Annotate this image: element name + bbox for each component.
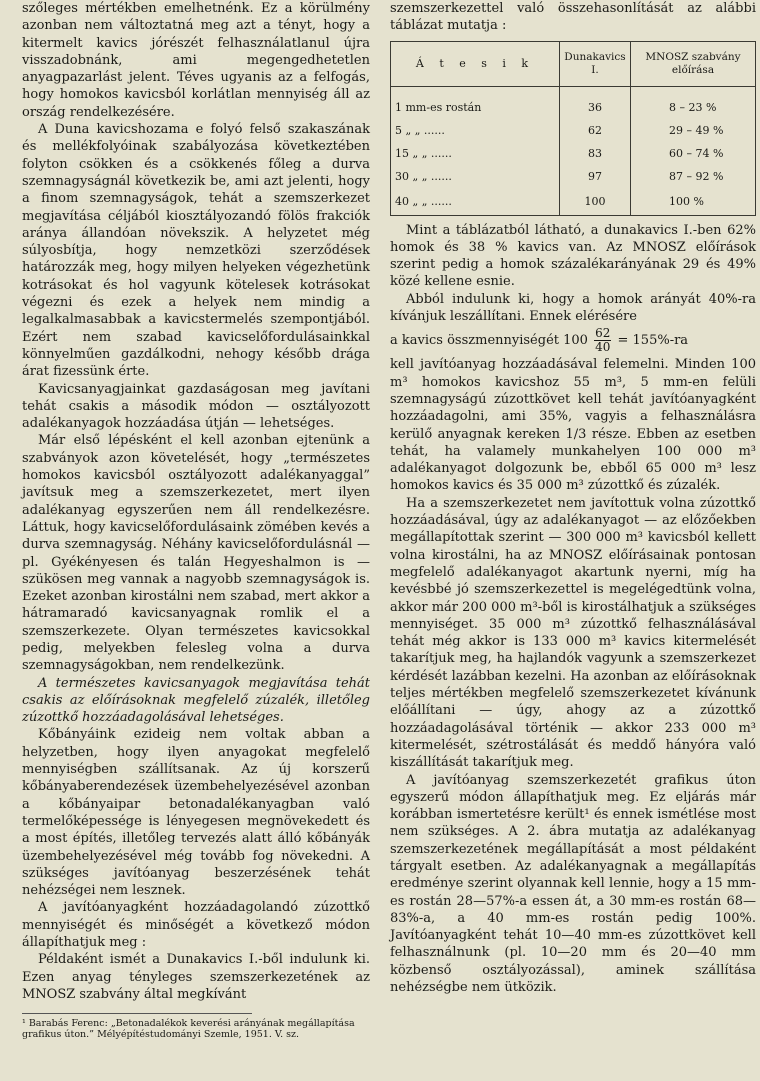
- value-cell: 62: [560, 120, 631, 143]
- italic-paragraph: A természetes kavicsanyagok megjavítása tehát csakis az előírásoknak megfelelő zúzalék, illetőleg zúzottkő hozzáadagolásával lehetséges.: [22, 675, 370, 726]
- sieve-cell: 5 „ „ ......: [391, 120, 560, 143]
- standard-cell: 29 – 49 %: [631, 120, 756, 143]
- header-atesik: Á t e s i k: [391, 41, 560, 86]
- paragraph: Abból indulunk ki, hogy a homok arányát 40%-ra kívánjuk leszállítani. Ennek elérésére: [390, 291, 756, 325]
- sieve-cell: 30 „ „ ......: [391, 166, 560, 189]
- standard-cell: 100 %: [631, 189, 756, 216]
- footnote: [22, 1013, 355, 1041]
- fraction-denominator: 40: [595, 340, 611, 355]
- value-cell: 100: [560, 189, 631, 216]
- value-cell: 97: [560, 166, 631, 189]
- paragraph: Ha a szemszerkezetet nem javítottuk volna zúzottkő hozzáadásával, úgy az adalékanyagot — az előzőekben megállapítottak szerint — 300 000 m³ kavicsból kellett volna kirostálni, ha az MNOSZ előírásainak pontosan megfelelő adalékanyagot akartunk nyerni, míg ha kevésbbé jó szemszerkezettel is megelégedtünk volna, akkor már 200 000 m³-ből is kirostálhatjuk a szükséges mennyiséget. 35 000 m³ zúzottkő felhasználásával tehát még akkor is 133 000 m³ kavics kitermelését takarítjuk meg, ha hajlandók vagyunk a szemszerkezet kérdését lazábban kezelni. Ha azonban az előírásoknak teljes mértékben megfelelő szemszerkezetet kívánunk előállítani — úgy, ahogy az a zúzottkő hozzáadagolásával történik — akkor 233 000 m³ kitermelését, szétrostálását és meddő hányóra való kiszállítását takarítjuk meg.: [390, 495, 756, 771]
- paragraph: Kőbányáink ezideig nem voltak abban a helyzetben, hogy ilyen anyagokat megfelelő mennyiségben szállítsanak. Az új korszerű kőbányaberendezések üzembehelyezésével azonban a kőbányaipar betonadalékanyagban való termelőképessége is lényegesen megnövekedett és a most építés, illetőleg tervezés alatt álló kőbányák üzembehelyezésével még tovább fog növekedni. A szükséges javítóanyag beszerzésének tehát nehézségei nem lesznek.: [22, 727, 370, 899]
- paragraph: szemszerkezettel való összehasonlítását az alábbi táblázat mutatja :: [390, 1, 756, 34]
- table-row: [391, 86, 756, 120]
- paragraph: A javítóanyag szemszerkezetét grafikus úton egyszerű módon állapíthatjuk meg. Ez eljárás már korábban ismertetésre került¹ és ennek ismétlése most nem szükséges. A 2. ábra mutatja az adalékanyag szemszerkezetének megállapítását a most példaként tárgyalt esetben. Az adalékanyagnak a megállapítás eredménye szerint olyannak kell lennie, hogy a 15 mm-es rostán 28—57%-a essen át, a 30 mm-es rostán 68—83%-a, a 40 mm-es rostán pedig 100%. Javítóanyagként tehát 10—40 mm-es zúzottkövet kell felhasználnunk (pl. 10—20 mm és 20—40 mm közbenső osztályozással), aminek szállítása nehézségbe nem ütközik.: [390, 772, 756, 996]
- standard-cell: 60 – 74 %: [631, 143, 756, 166]
- standard-cell: 87 – 92 %: [631, 166, 756, 189]
- fraction: [594, 327, 611, 354]
- fraction-numerator: 62: [595, 326, 611, 341]
- sieve-cell: 40 „ „ ......: [391, 189, 560, 216]
- sieve-cell: 15 „ „ ......: [391, 143, 560, 166]
- formula-result: = 155%-ra: [617, 333, 689, 349]
- table-header-row: [391, 41, 756, 86]
- paragraph: kell javítóanyag hozzáadásával felemelni. Minden 100 m³ homokos kavicshoz 55 m³, 5 mm-en felüli szemnagyságú zúzottkövet kell tehát javítóanyagként hozzáadagolni, ami 35%, vagyis a felhasználásra kerülő anyagnak kereken 1/3 része. Ebben az esetben tehát, ha valamely munkahelyen 100 000 m³ adalékanyagot dolgozunk be, ebből 65 000 m³ lesz homokos kavics és 35 000 m³ zúzottkő és zúzalék.: [390, 357, 756, 494]
- header-dunakavics: Dunakavics I.: [560, 41, 631, 86]
- table-row: [391, 143, 756, 166]
- paragraph: szőleges mértékben emelhetnénk. Ez a körülmény azonban nem változtatná meg azt a tényt, hogy a kitermelt kavics jórészét felhasználatlanul újra visszadobnánk, ami megengedhetetlen anyagpazarlást jelent. Téves ugyanis az a felfogás, hogy homokos kavicsból korlátlan mennyiség áll az ország rendelkezésére.: [22, 1, 370, 120]
- formula-line: [390, 327, 756, 354]
- paragraph: Mint a táblázatból látható, a dunakavics I.-ben 62% homok és 38 % kavics van. Az MNOSZ előírások szerint pedig a homok százalékarányának 29 és 49% közé kellene esnie.: [390, 222, 756, 290]
- paragraph: A Duna kavicshozama e folyó felső szakaszának és mellékfolyóinak szabályozása következtében folyton csökken és a csökkenés főleg a durva szemnagyságnál következik be, ami azt jelenti, hogy a finom szemnagyságok, tehát a szemszerkezet megjavítása céljából kiosztályozandó fölös frakciók aránya állandóan növekszik. A helyzetet még súlyosbítja, hogy nemzetközi szerződések határozzák meg, hogy milyen helyeken végezhetünk kotrásokat és hol vagyunk kötelesek kotrásokat végezni és ezek a helyek nem mindig a legalkalmasabbak a kavicstermelés szempontjából. Ezért nem szabad kavicselőfordulásainkkal könnyelműen gazdálkodni, nehogy később drága árat fizessünk érte.: [22, 122, 370, 380]
- table-row: [391, 166, 756, 189]
- paragraph: Már első lépésként el kell azonban ejtenünk a szabványok azon követelését, hogy „természetes homokos kavicsból osztályozott adalékanyaggal” javítsuk meg a szemszerkezetet, mert ilyen adalékanyag egyszerűen nem áll rendelkezésre. Láttuk, hogy kavicselőfordulásaink zömében kevés a durva szemnagyság. Néhány kavicselőfordulásnál — pl. Gyékényesen és talán Hegyeshalmon is — szükösen meg vannak a nagyobb szemnagyságok is. Ezeket azonban kirostálni nem szabad, mert akkor a hátramaradó kavicsanyagnak romlik el a szemszerkezete. Olyan természetes kavicsokkal pedig, melyekben felesleg volna a durva szemnagyságokban, nem rendelkezünk.: [22, 433, 370, 674]
- paragraph: A javítóanyagként hozzáadagolandó zúzottkő mennyiségét és minőségét a következő módon állapíthatjuk meg :: [22, 900, 370, 951]
- paragraph: Példaként ismét a Dunakavics I.-ből indulunk ki. Ezen anyag tényleges szemszerkezetének az MNOSZ szabvány által megkívánt: [22, 952, 370, 1002]
- sieve-table: [390, 41, 756, 216]
- sieve-cell: 1 mm-es rostán: [391, 86, 560, 120]
- formula-text: a kavics összmennyiségét 100: [390, 333, 588, 349]
- footnote-text: ¹ Barabás Ferenc: „Betonadalékok keverési arányának megállapítása grafikus úton.” Mélyépítéstudományi Szemle, 1951. V. sz.: [22, 1018, 355, 1041]
- right-column: [390, 0, 756, 996]
- left-column: [22, 0, 370, 1040]
- table-row: [391, 189, 756, 216]
- standard-cell: 8 – 23 %: [631, 86, 756, 120]
- value-cell: 36: [560, 86, 631, 120]
- value-cell: 83: [560, 143, 631, 166]
- table-row: [391, 120, 756, 143]
- paragraph: Kavicsanyagjainkat gazdaságosan meg javítani tehát csakis a második módon — osztályozott adalékanyagok hozzáadása útján — lehetséges.: [22, 381, 370, 432]
- header-mnosz: MNOSZ szabvány előírása: [631, 41, 756, 86]
